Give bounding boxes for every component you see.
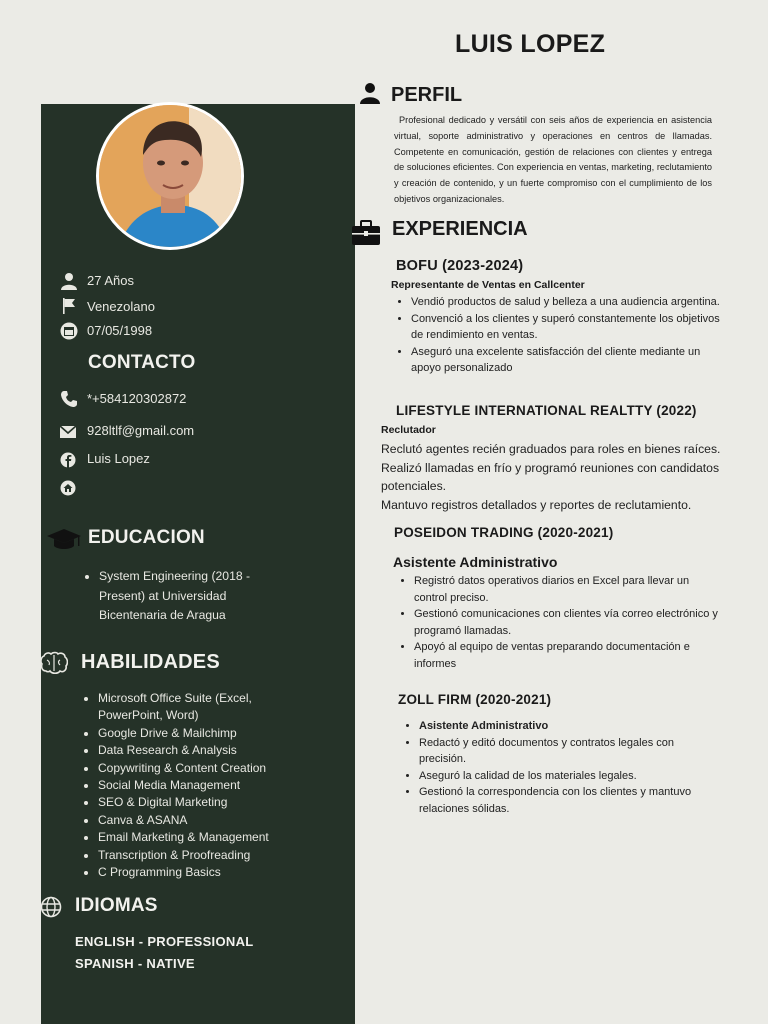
nationality-text: Venezolano [87,299,155,314]
job-line: Reclutó agentes recién graduados para roles en bienes raíces. [381,442,721,456]
job-line: Realizó llamadas en frío y programó reuniones con candidatos potenciales. [381,460,720,493]
profile-photo [96,102,244,250]
home-icon[interactable] [60,480,78,498]
education-item: • System Engineering (2018 - Present) at Universidad Bicentenaria de Aragua [99,567,269,626]
job-company: ZOLL FIRM (2020-2021) [398,692,552,707]
age-text: 27 Años [87,273,134,288]
globe-icon [40,896,62,918]
job-bullet: • Redactó y editó documentos y contratos legales con precisión. [419,735,724,768]
skill-item: • SEO & Digital Marketing [98,794,303,811]
birthdate-text: 07/05/1998 [87,323,153,338]
job-role: Representante de Ventas en Callcenter [391,279,585,291]
language-item: ENGLISH - PROFESSIONAL [75,934,254,949]
job-bullets [393,294,721,377]
job-bullet: • Apoyó al equipo de ventas preparando documentación e informes [414,639,724,672]
phone-icon [60,390,78,408]
job-bullet: • Registró datos operativos diarios en Excel para llevar un control preciso. [414,573,724,606]
skill-item: • Google Drive & Mailchimp [98,725,303,742]
job-bullet: • Gestionó comunicaciones con clientes vía correo electrónico y programó llamadas. [414,606,724,639]
skill-item: • Canva & ASANA [98,812,303,829]
language-item: SPANISH - NATIVE [75,956,195,971]
contact-heading: CONTACTO [88,352,196,373]
skills-heading: HABILIDADES [81,651,220,673]
briefcase-icon [351,220,381,246]
job-bullets [401,718,724,818]
experience-heading: EXPERIENCIA [392,218,528,240]
calendar-icon [60,322,78,340]
job-role: • Asistente Administrativo [419,718,724,735]
skills-list [80,690,303,881]
job-bullets [396,573,724,673]
job-bullet: • Convenció a los clientes y superó constantemente los objetivos de rendimiento en ventas. [411,311,721,344]
job-company: LIFESTYLE INTERNATIONAL REALTTY (2022) [396,403,697,418]
user-icon [60,272,78,290]
facebook-icon [60,452,78,470]
job-lines [381,440,731,514]
mail-icon [59,423,77,441]
job-bullet: • Aseguró una excelente satisfacción del cliente mediante un apoyo personalizado [411,344,721,377]
job-bullet: • Gestionó la correspondencia con los clientes y mantuvo relaciones sólidas. [419,784,724,817]
job-line: Mantuvo registros detallados y reportes de reclutamiento. [381,497,692,512]
facebook-text[interactable]: Luis Lopez [87,451,150,466]
person-name: LUIS LOPEZ [455,30,606,58]
skill-item: • Copywriting & Content Creation [98,760,303,777]
skill-item: • Data Research & Analysis [98,742,303,759]
user-icon [359,82,381,104]
skill-item: • Microsoft Office Suite (Excel, PowerPoint, Word) [98,690,303,725]
skill-item: • Transcription & Proofreading [98,847,303,864]
graduation-cap-icon [46,528,82,552]
education-list [81,567,269,626]
phone-text[interactable]: *+584120302872 [87,391,187,406]
email-text[interactable]: 928ltlf@gmail.com [87,423,195,438]
education-heading: EDUCACION [88,527,205,548]
job-bullet: • Vendió productos de salud y belleza a una audiencia argentina. [411,294,721,311]
job-company: BOFU (2023-2024) [396,258,524,274]
skill-item: • Email Marketing & Management [98,829,303,846]
job-role: Reclutador [381,424,436,436]
flag-icon [60,297,78,315]
profile-heading: PERFIL [391,84,463,106]
brain-icon [40,651,68,675]
profile-text: Profesional dedicado y versátil con seis años de experiencia en asistencia virtual, soporte administrativo y operaciones en centros de llamadas. Competente en comunicación, gestión de relaciones con clientes y entrega de soluciones eficientes. Con experiencia en ventas, marketing, reclutamiento y creación de contenido, y un fuerte compromiso con el cumplimiento de los objetivos organizacionales. [394,115,712,204]
skill-item: • C Programming Basics [98,864,303,881]
languages-heading: IDIOMAS [75,895,158,916]
job-company: POSEIDON TRADING (2020-2021) [394,525,614,540]
skill-item: • Social Media Management [98,777,303,794]
job-role: Asistente Administrativo [393,554,558,570]
job-bullet: • Aseguró la calidad de los materiales legales. [419,768,724,785]
